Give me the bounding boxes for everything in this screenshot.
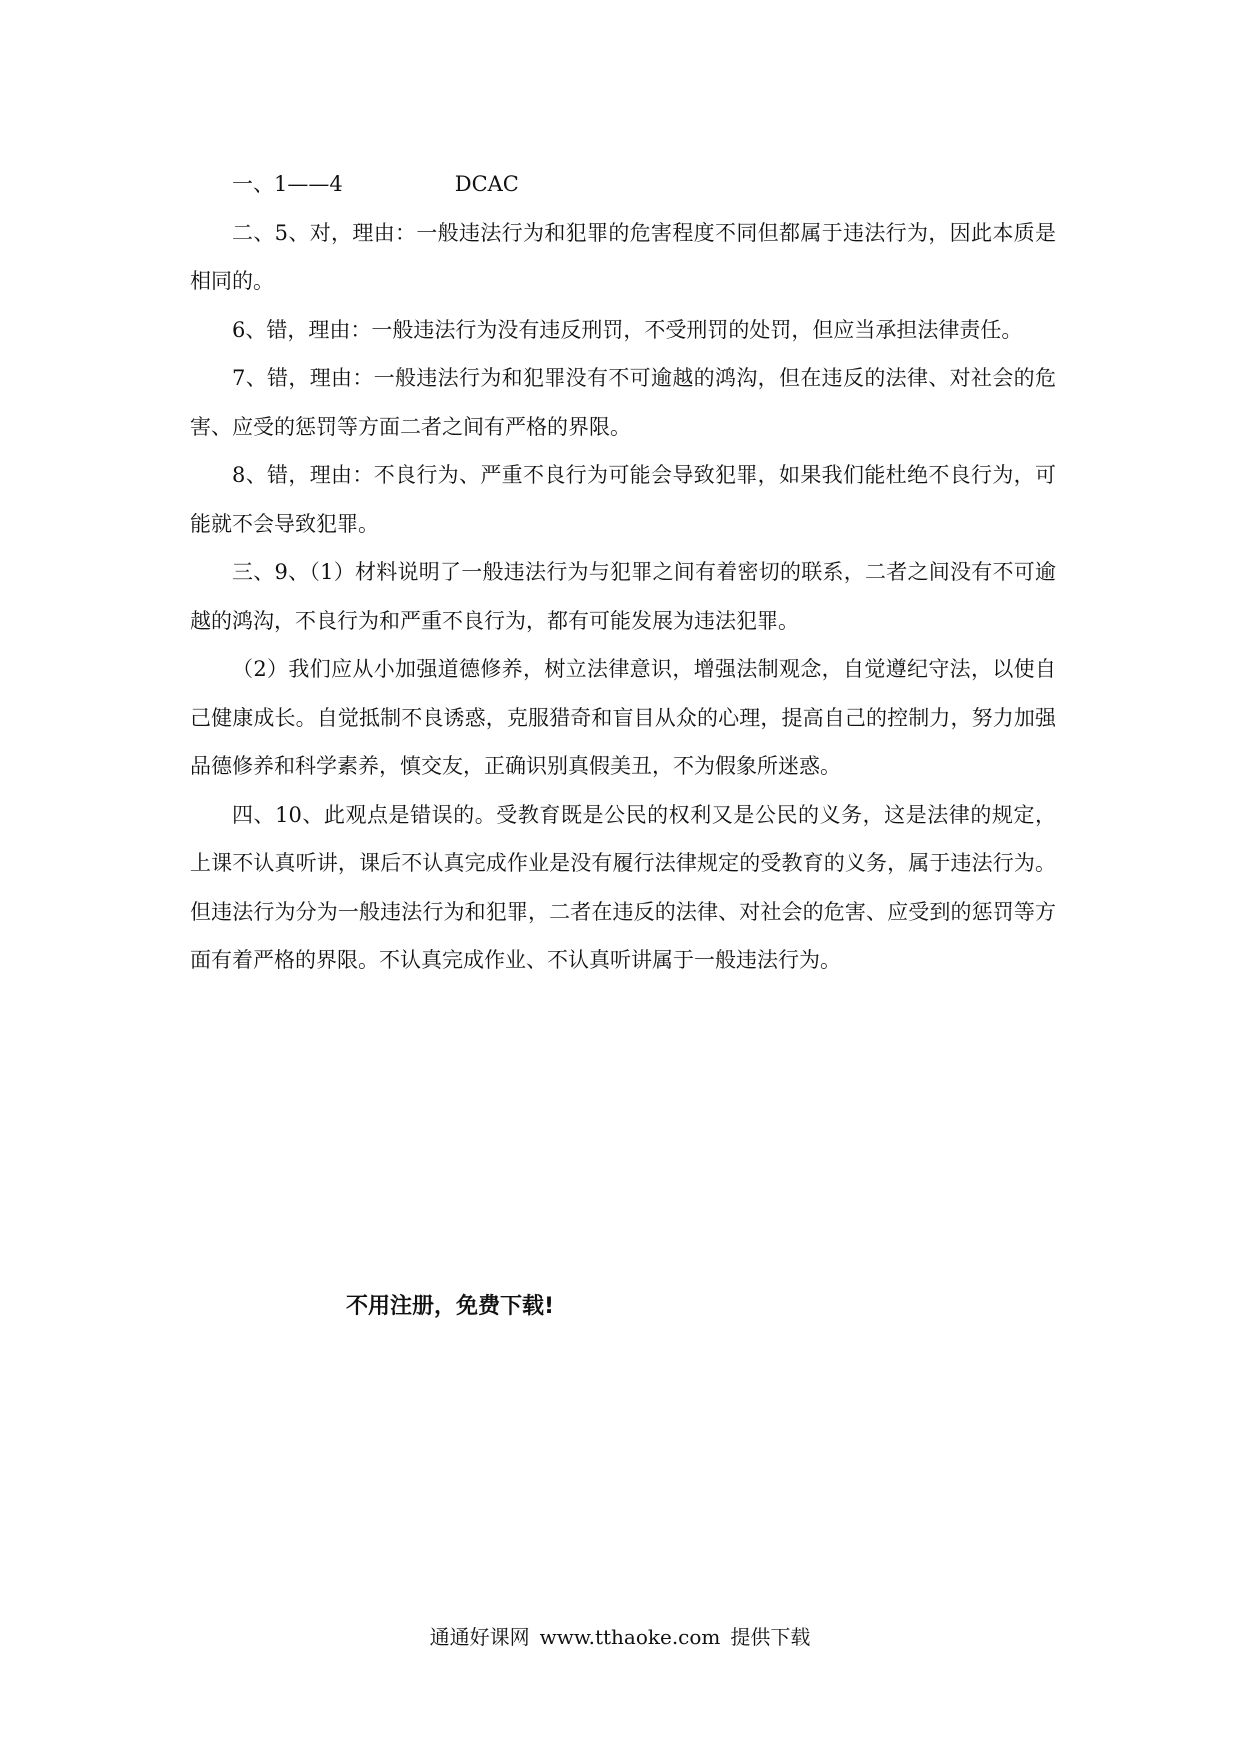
answer-q9-part1: 三、9、（1）材料说明了一般违法行为与犯罪之间有着密切的联系，二者之间没有不可逾越的鸿沟，不良行为和严重不良行为，都有可能发展为违法犯罪。	[190, 560, 1056, 633]
answer-q7: 7、错，理由：一般违法行为和犯罪没有不可逾越的鸿沟，但在违反的法律、对社会的危害、应受的惩罚等方面二者之间有严格的界限。	[190, 366, 1056, 439]
footer-url: www.tthaoke.com	[539, 1625, 721, 1649]
answer-q9-part2: （2）我们应从小加强道德修养，树立法律意识，增强法制观念，自觉遵纪守法，以使自己健康成长。自觉抵制不良诱惑，克服猎奇和盲目从众的心理，提高自己的控制力，努力加强品德修养和科学素养，慎交友，正确识别真假美丑，不为假象所迷惑。	[190, 657, 1056, 778]
answer-q10: 四、10、此观点是错误的。受教育既是公民的权利又是公民的义务，这是法律的规定，上课不认真听讲，课后不认真完成作业是没有履行法律规定的受教育的义务，属于违法行为。但违法行为分为一般违法行为和犯罪，二者在违反的法律、对社会的危害、应受到的惩罚等方面有着严格的界限。不认真完成作业、不认真听讲属于一般违法行为。	[190, 802, 1056, 972]
answer-key	[190, 160, 1056, 985]
answer-q1-4	[190, 160, 1056, 209]
page-footer	[0, 1623, 1240, 1651]
footer-site-name: 通通好课网	[429, 1625, 530, 1649]
promo-text: 不用注册，免费下载!	[346, 1294, 555, 1319]
answer-q6: 6、错，理由：一般违法行为没有违反刑罚，不受刑罚的处罚，但应当承担法律责任。	[232, 317, 1023, 342]
answer-q8: 8、错，理由：不良行为、严重不良行为可能会导致犯罪，如果我们能杜绝不良行为，可能就不会导致犯罪。	[190, 463, 1056, 536]
answer-q1-4-label: 一、1——4	[232, 172, 343, 196]
answer-q5: 二、5、对，理由：一般违法行为和犯罪的危害程度不同但都属于违法行为，因此本质是相同的。	[190, 220, 1056, 293]
footer-suffix: 提供下载	[730, 1625, 811, 1649]
answer-q1-4-code: DCAC	[454, 172, 519, 196]
